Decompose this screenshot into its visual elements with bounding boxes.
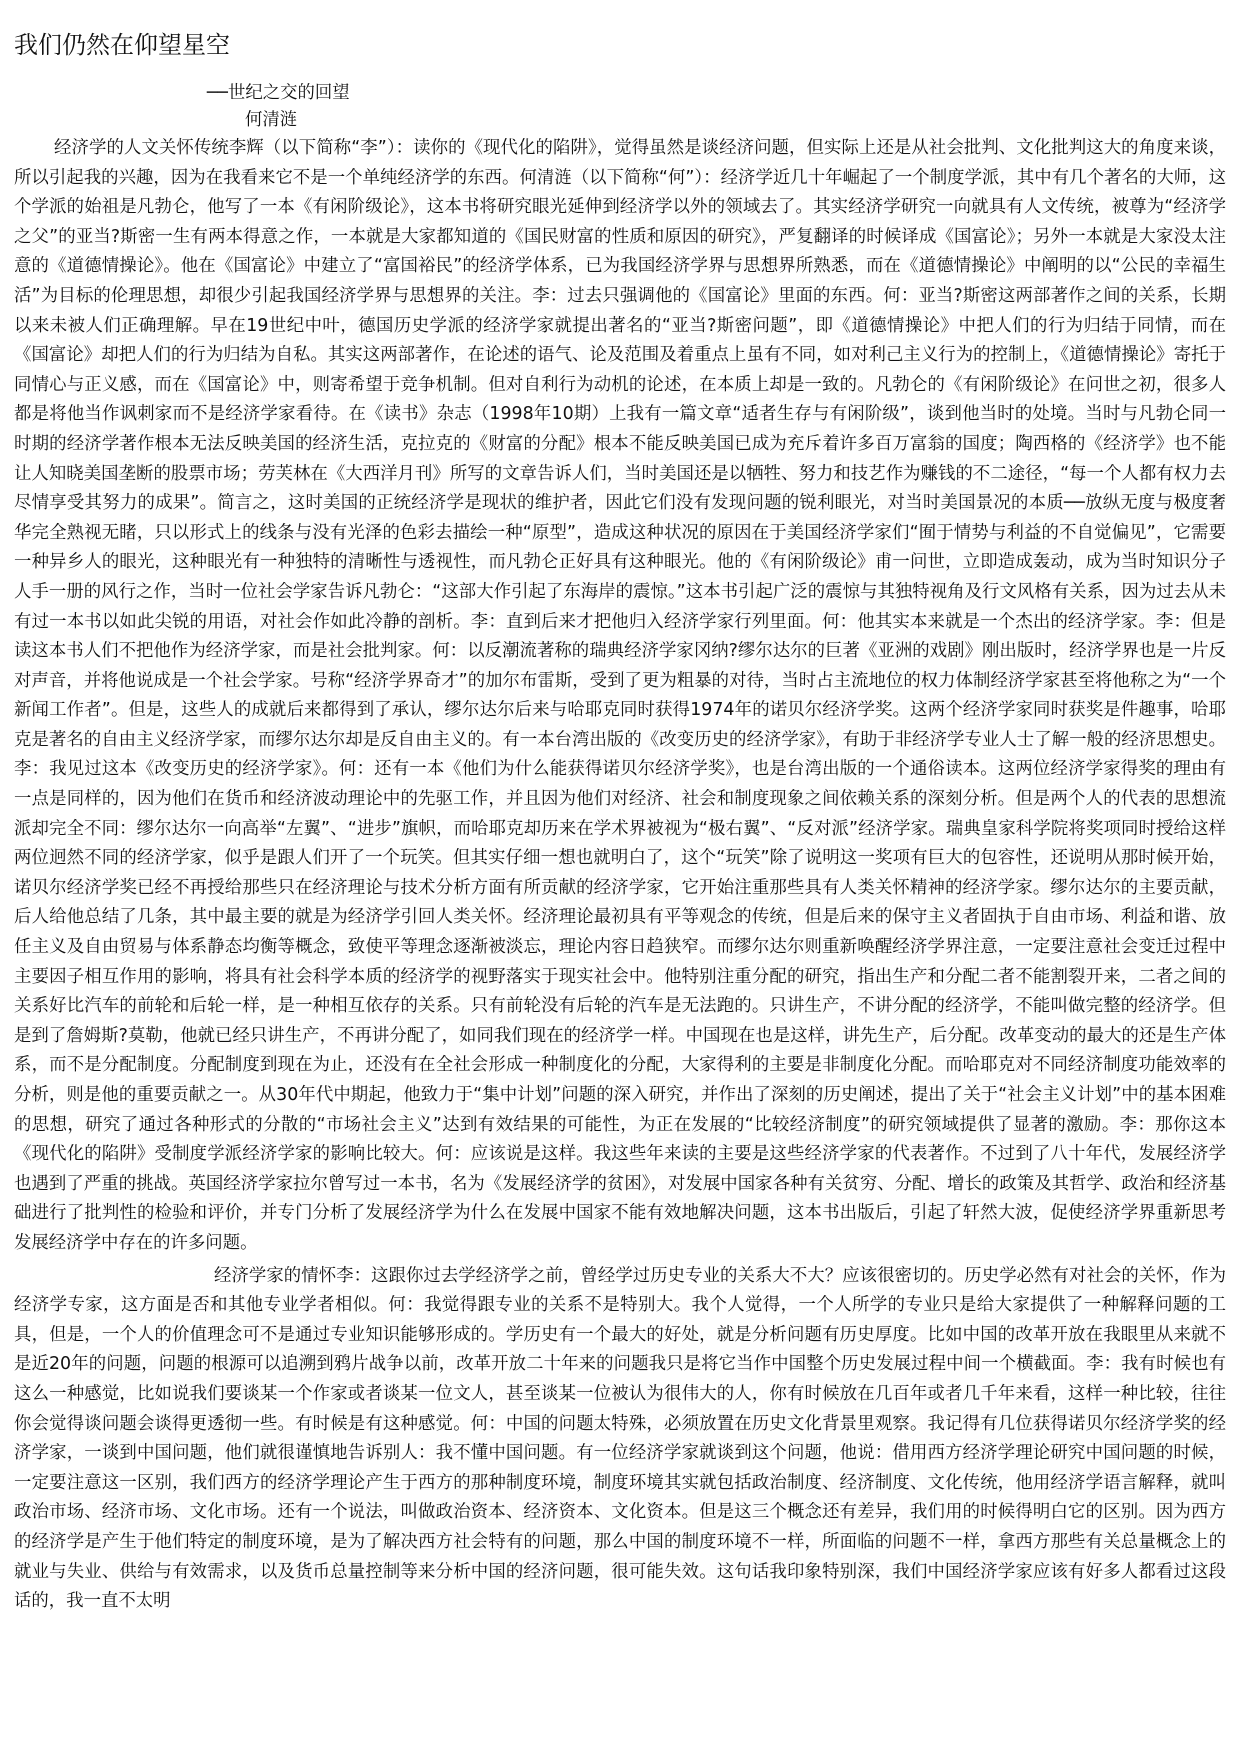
body-paragraph-1: 经济学的人文关怀传统李辉（以下简称“李”）：读你的《现代化的陷阱》，觉得虽然是谈经济问题，但实际上还是从社会批判、文化批判这大的角度来谈，所以引起我的兴趣，因为在我看来它不是一个单纯经济学的东西。何清涟（以下简称“何”）：经济学近几十年崛起了一个制度学派，其中有几个著名的大师，这个学派的始祖是凡勃仑，他写了一本《有闲阶级论》，这本书将研究眼光延伸到经济学以外的领域去了。其实经济学研究一向就具有人文传统，被尊为“经济学之父”的亚当?斯密一生有两本得意之作，一本就是大家都知道的《国民财富的性质和原因的研究》，严复翻译的时候译成《国富论》；另外一本就是大家没太注意的《道德情操论》。他在《国富论》中建立了“富国裕民”的经济学体系，已为我国经济学界与思想界所熟悉，而在《道德情操论》中阐明的以“公民的幸福生活”为目标的伦理思想，却很少引起我国经济学界与思想界的关注。李：过去只强调他的《国富论》里面的东西。何：亚当?斯密这两部著作之间的关系，长期以来未被人们正确理解。早在19世纪中叶，德国历史学派的经济学家就提出著名的“亚当?斯密问题”，即《道德情操论》中把人们的行为归结于同情，而在《国富论》却把人们的行为归结为自私。其实这两部著作，在论述的语气、论及范围及着重点上虽有不同，如对利己主义行为的控制上，《道德情操论》寄托于同情心与正义感，而在《国富论》中，则寄希望于竞争机制。但对自利行为动机的论述，在本质上却是一致的。凡勃仑的《有闲阶级论》在问世之初，很多人都是将他当作讽刺家而不是经济学家看待。在《读书》杂志（1998年10期）上我有一篇文章“适者生存与有闲阶级”，谈到他当时的处境。当时与凡勃仑同一时期的经济学著作根本无法反映美国的经济生活，克拉克的《财富的分配》根本不能反映美国已成为充斥着许多百万富翁的国度；陶西格的《经济学》也不能让人知晓美国垄断的股票市场；劳芙林在《大西洋月刊》所写的文章告诉人们，当时美国还是以牺牲、努力和技艺作为赚钱的不二途径，“每一个人都有权力去尽情享受其努力的成果”。简言之，这时美国的正统经济学是现状的维护者，因此它们没有发现问题的锐利眼光，对当时美国景况的本质──放纵无度与极度奢华完全熟视无睹，只以形式上的线条与没有光泽的色彩去描绘一种“原型”，造成这种状况的原因在于美国经济学家们“囿于情势与利益的不自觉偏见”，它需要一种异乡人的眼光，这种眼光有一种独特的清晰性与透视性，而凡勃仑正好具有这种眼光。他的《有闲阶级论》甫一问世，立即造成轰动，成为当时知识分子人手一册的风行之作，当时一位社会学家告诉凡勃仑：“这部大作引起了东海岸的震惊。”这本书引起广泛的震惊与其独特视角及行文风格有关系，因为过去从未有过一本书以如此尖锐的用语，对社会作如此冷静的剖析。李：直到后来才把他归入经济学家行列里面。何：他其实本来就是一个杰出的经济学家。李：但是读这本书人们不把他作为经济学家，而是社会批判家。何：以反潮流著称的瑞典经济学家冈纳?缪尔达尔的巨著《亚洲的戏剧》刚出版时，经济学界也是一片反对声音，并将他说成是一个社会学家。号称“经济学界奇才”的加尔布雷斯，受到了更为粗暴的对待，当时占主流地位的权力体制经济学家甚至将他称之为“一个新闻工作者”。但是，这些人的成就后来都得到了承认，缪尔达尔后来与哈耶克同时获得1974年的诺贝尔经济学奖。这两个经济学家同时获奖是件趣事，哈耶克是著名的自由主义经济学家，而缪尔达尔却是反自由主义的。有一本台湾出版的《改变历史的经济学家》，有助于非经济学专业人士了解一般的经济思想史。李：我见过这本《改变历史的经济学家》。何：还有一本《他们为什么能获得诺贝尔经济学奖》，也是台湾出版的一个通俗读本。这两位经济学家得奖的理由有一点是同样的，因为他们在货币和经济波动理论中的先驱工作，并且因为他们对经济、社会和制度现象之间依赖关系的深刻分析。但是两个人的代表的思想流派却完全不同：缪尔达尔一向高举“左翼”、“进步”旗帜，而哈耶克却历来在学术界被视为“极右翼”、“反对派”经济学家。瑞典皇家科学院将奖项同时授给这样两位迥然不同的经济学家，似乎是跟人们开了一个玩笑。但其实仔细一想也就明白了，这个“玩笑”除了说明这一奖项有巨大的包容性，还说明从那时候开始，诺贝尔经济学奖已经不再授给那些只在经济理论与技术分析方面有所贡献的经济学家，它开始注重那些具有人类关怀精神的经济学家。缪尔达尔的主要贡献，后人给他总结了几条，其中最主要的就是为经济学引回人类关怀。经济理论最初具有平等观念的传统，但是后来的保守主义者固执于自由市场、利益和谐、放任主义及自由贸易与体系静态均衡等概念，致使平等理念逐渐被淡忘，理论内容日趋狭窄。而缪尔达尔则重新唤醒经济学界注意，一定要注意社会变迁过程中主要因子相互作用的影响，将具有社会科学本质的经济学的视野落实于现实社会中。他特别注重分配的研究，指出生产和分配二者不能割裂开来，二者之间的关系好比汽车的前轮和后轮一样，是一种相互依存的关系。只有前轮没有后轮的汽车是无法跑的。只讲生产，不讲分配的经济学，不能叫做完整的经济学。但是到了詹姆斯?莫勒，他就已经只讲生产，不再讲分配了，如同我们现在的经济学一样。中国现在也是这样，讲先生产，后分配。改革变动的最大的还是生产体系，而不是分配制度。分配制度到现在为止，还没有在全社会形成一种制度化的分配，大家得利的主要是非制度化分配。而哈耶克对不同经济制度功能效率的分析，则是他的重要贡献之一。从30年代中期起，他致力于“集中计划”问题的深入研究，并作出了深刻的历史阐述，提出了关于“社会主义计划”中的基本困难的思想，研究了通过各种形式的分散的“市场社会主义”达到有效结果的可能性，为正在发展的“比较经济制度”的研究领域提供了显著的激励。李：那你这本《现代化的陷阱》受制度学派经济学家的影响比较大。何：应该说是这样。我这些年来读的主要是这些经济学家的代表著作。不过到了八十年代，发展经济学也遇到了严重的挑战。英国经济学家拉尔曾写过一本书，名为《发展经济学的贫困》，对发展中国家各种有关贫穷、分配、增长的政策及其哲学、政治和经济基础进行了批判性的检验和评价，并专门分析了发展经济学为什么在发展中国家不能有效地解决问题，这本书出版后，引起了轩然大波，促使经济学界重新思考发展经济学中存在的许多问题。 bbox=[14, 138, 1226, 1253]
body-paragraph-2: 经济学家的情怀李：这跟你过去学经济学之前，曾经学过历史专业的关系大不大？应该很密切的。历史学必然有对社会的关怀，作为经济学专家，这方面是否和其他专业学者相似。何：我觉得跟专业的关系不是特别大。我个人觉得，一个人所学的专业只是给大家提供了一种解释问题的工具，但是，一个人的价值理念可不是通过专业知识能够形成的。学历史有一个最大的好处，就是分析问题有历史厚度。比如中国的改革开放在我眼里从来就不是近20年的问题，问题的根源可以追溯到鸦片战争以前，改革开放二十年来的问题我只是将它当作中国整个历史发展过程中间一个横截面。李：我有时候也有这么一种感觉，比如说我们要谈某一个作家或者谈某一位文人，甚至谈某一位被认为很伟大的人，你有时候放在几百年或者几千年来看，这样一种比较，往往你会觉得谈问题会谈得更透彻一些。有时候是有这种感觉。何：中国的问题太特殊，必须放置在历史文化背景里观察。我记得有几位获得诺贝尔经济学奖的经济学家，一谈到中国问题，他们就很谨慎地告诉别人：我不懂中国问题。有一位经济学家就谈到这个问题，他说：借用西方经济学理论研究中国问题的时候，一定要注意这一区别，我们西方的经济学理论产生于西方的那种制度环境，制度环境其实就包括政治制度、经济制度、文化传统，他用经济学语言解释，就叫政治市场、经济市场、文化市场。还有一个说法，叫做政治资本、经济资本、文化资本。但是这三个概念还有差异，我们用的时候得明白它的区别。因为西方的经济学是产生于他们特定的制度环境，是为了解决西方社会特有的问题，那么中国的制度环境不一样，所面临的问题不一样，拿西方那些有关总量概念上的就业与失业、供给与有效需求，以及货币总量控制等来分析中国的经济问题，很可能失效。这句话我印象特别深，我们中国经济学家应该有好多人都看过这段话的，我一直不太明 bbox=[14, 1265, 1226, 1612]
article-author: 何清涟 bbox=[245, 110, 298, 130]
article-title: 我们仍然在仰望星空 bbox=[14, 31, 230, 59]
article-subtitle: ──世纪之交的回望 bbox=[207, 83, 350, 103]
